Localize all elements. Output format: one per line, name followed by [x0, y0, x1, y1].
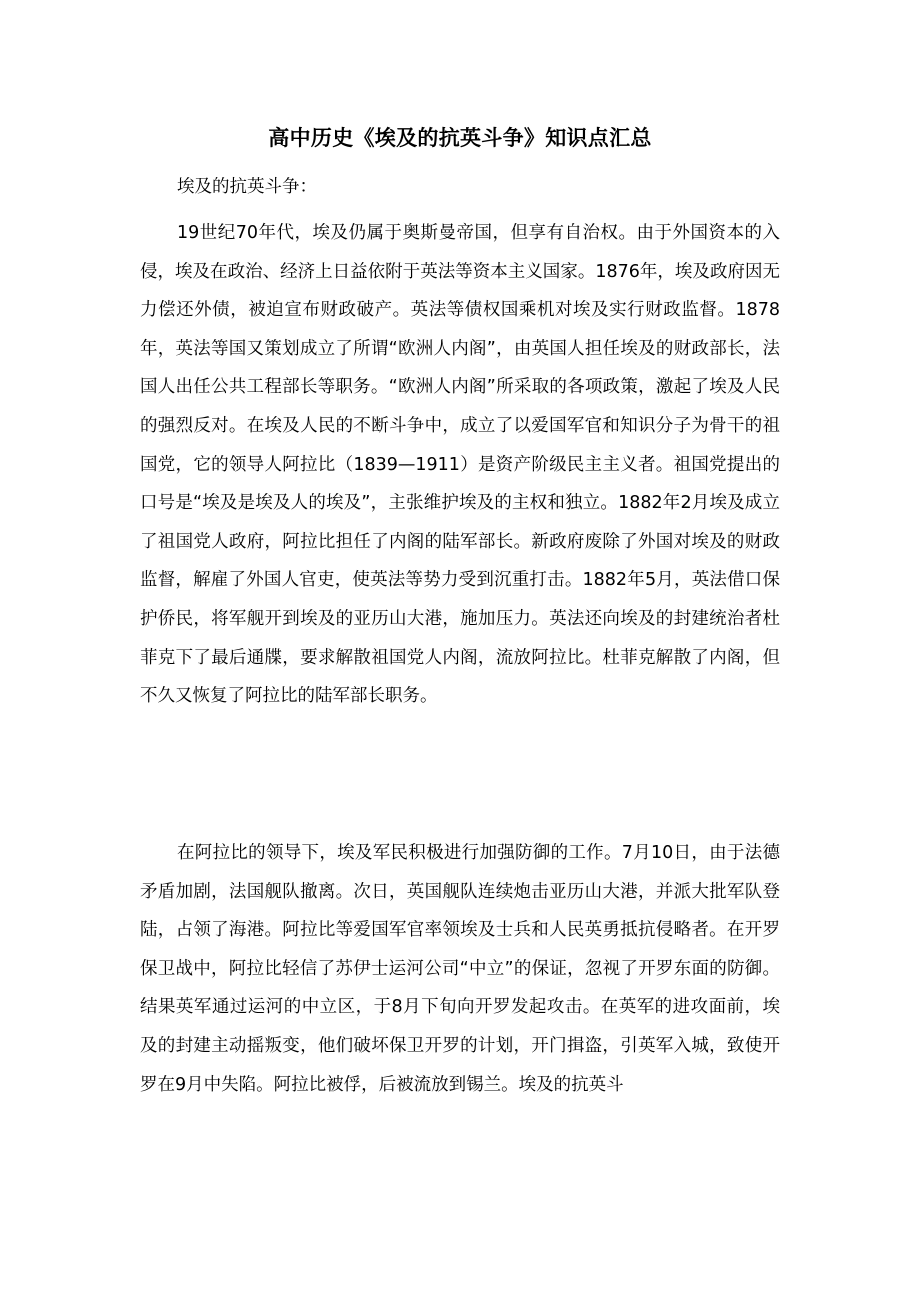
body-paragraph: 在阿拉比的领导下，埃及军民积极进行加强防御的工作。7月10日，由于法德矛盾加剧，法国舰队撤离。次日，英国舰队连续炮击亚历山大港，并派大批军队登陆，占领了海港。阿拉比等爱国军官率领埃及士兵和人民英勇抵抗侵略者。在开罗保卫战中，阿拉比轻信了苏伊士运河公司“中立”的保证，忽视了开罗东面的防御。结果英军通过运河的中立区，于8月下旬向开罗发起攻击。在英军的进攻面前，埃及的封建主动摇叛变，他们破坏保卫开罗的计划，开门揖盗，引英军入城，致使开罗在9月中失陷。阿拉比被俘，后被流放到锡兰。埃及的抗英斗 [140, 843, 780, 1095]
body-paragraph: 19世纪70年代，埃及仍属于奥斯曼帝国，但享有自治权。由于外国资本的入侵，埃及在政治、经济上日益依附于英法等资本主义国家。1876年，埃及政府因无力偿还外债，被迫宣布财政破产。英法等债权国乘机对埃及实行财政监督。1878年，英法等国又策划成立了所谓“欧洲人内阁”，由英国人担任埃及的财政部长，法国人出任公共工程部长等职务。“欧洲人内阁”所采取的各项政策，激起了埃及人民的强烈反对。在埃及人民的不断斗争中，成立了以爱国军官和知识分子为骨干的祖国党，它的领导人阿拉比（1839—1911）是资产阶级民主主义者。祖国党提出的口号是“埃及是埃及人的埃及”，主张维护埃及的主权和独立。1882年2月埃及成立了祖国党人政府，阿拉比担任了内阁的陆军部长。新政府废除了外国对埃及的财政监督，解雇了外国人官吏，使英法等势力受到沉重打击。1882年5月，英法借口保护侨民，将军舰开到埃及的亚历山大港，施加压力。英法还向埃及的封建统治者杜菲克下了最后通牒，要求解散祖国党人内阁，流放阿拉比。杜菲克解散了内阁，但不久又恢复了阿拉比的陆军部长职务。 [140, 223, 780, 707]
document-title: 高中历史《埃及的抗英斗争》知识点汇总 [268, 126, 652, 150]
section-subheading: 埃及的抗英斗争： [177, 177, 317, 197]
